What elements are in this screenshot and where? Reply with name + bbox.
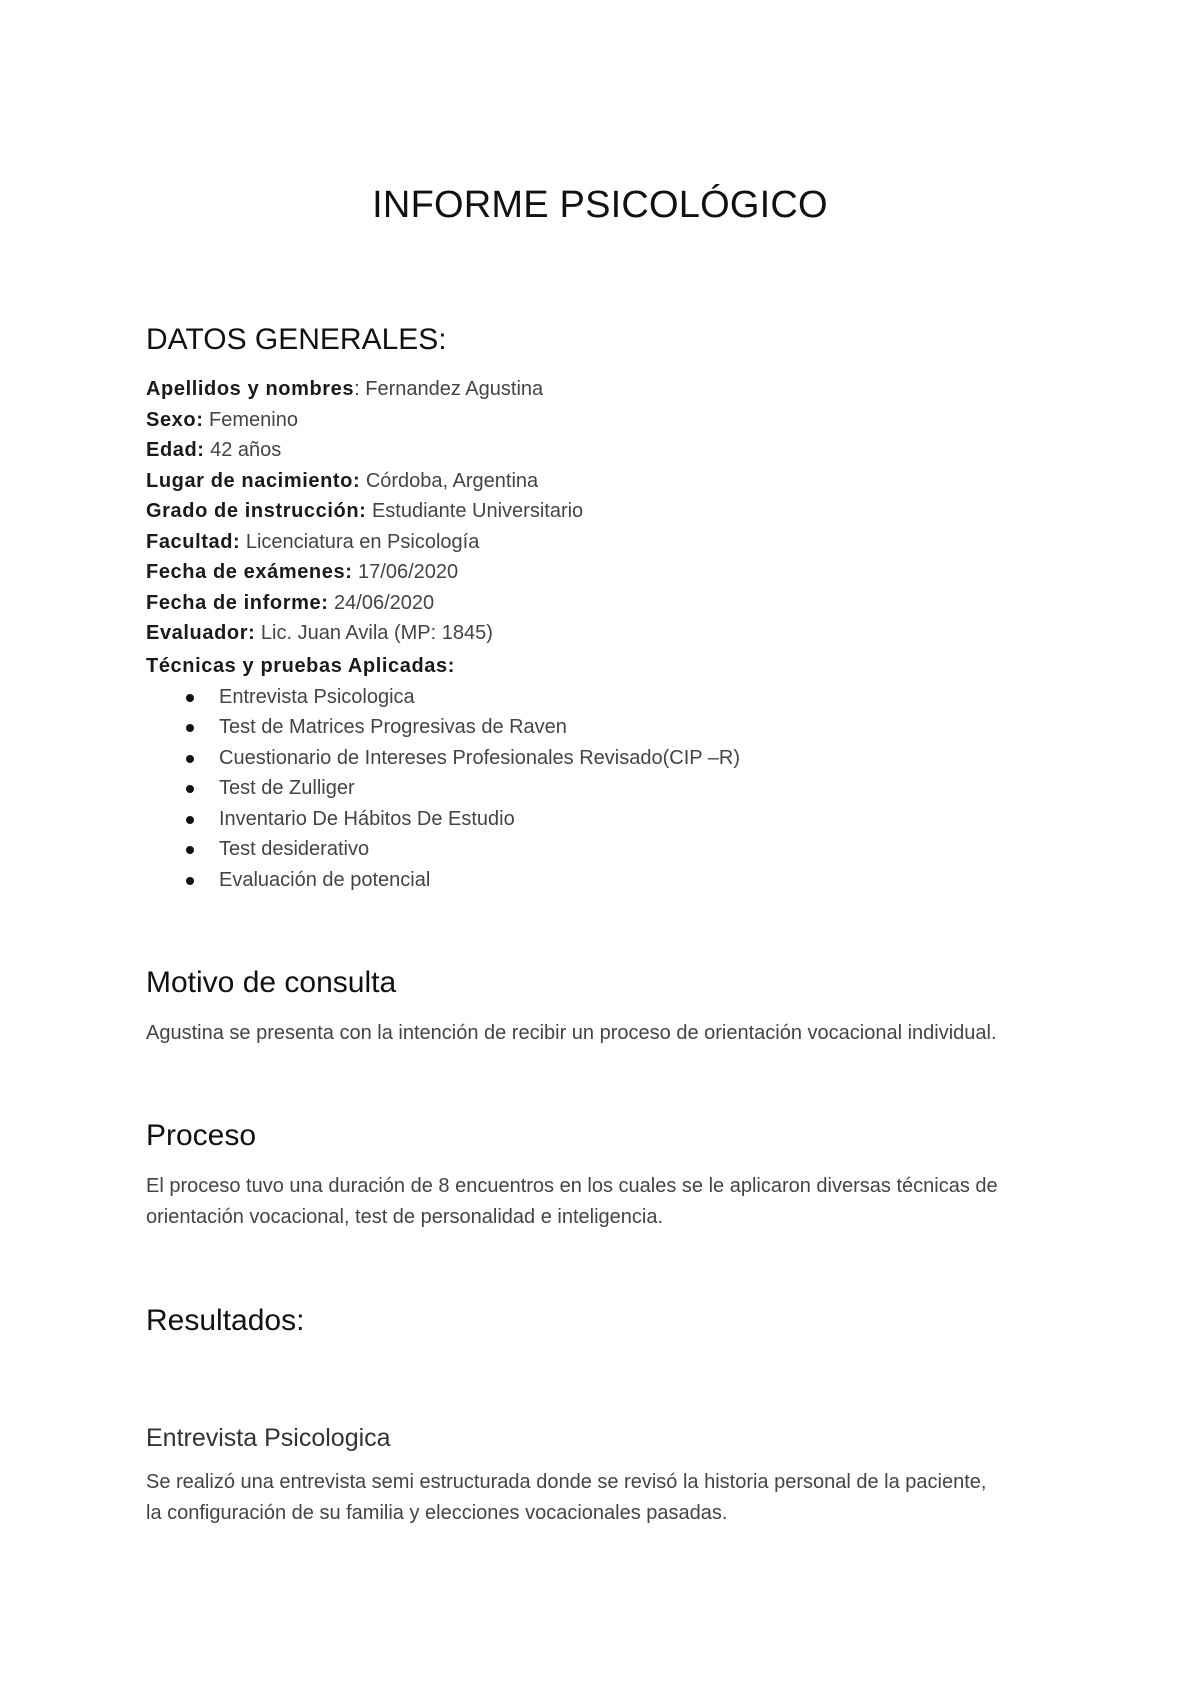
field-label: Fecha de informe:: [146, 591, 329, 614]
bullet-icon: [186, 846, 194, 854]
field-label: Evaluador:: [146, 622, 256, 644]
proceso-heading: Proceso: [146, 1119, 257, 1152]
techniques-label: Técnicas y pruebas Aplicadas:: [146, 655, 456, 677]
technique-label: Test de Zulliger: [219, 777, 355, 799]
bullet-icon: [186, 724, 194, 732]
field-label: Sexo:: [146, 408, 204, 431]
field-sexo: [146, 405, 1046, 436]
resultados-heading: Resultados:: [146, 1304, 305, 1337]
motivo-text: Agustina se presenta con la intención de recibir un proceso de orientación vocacional individual.: [146, 1022, 997, 1044]
technique-label: Test de Matrices Progresivas de Raven: [219, 716, 567, 738]
technique-label: Test desiderativo: [219, 838, 370, 860]
datos-generales-heading: DATOS GENERALES:: [146, 323, 447, 356]
motivo-heading: Motivo de consulta: [146, 966, 397, 999]
bullet-icon: [186, 694, 194, 702]
technique-label: Entrevista Psicologica: [219, 685, 415, 708]
entrevista-heading: Entrevista Psicologica: [146, 1424, 391, 1452]
field-label: Fecha de exámenes:: [146, 561, 353, 583]
list-item: [146, 865, 740, 896]
general-data-list: [146, 374, 1046, 649]
field-label: Facultad:: [146, 530, 241, 553]
field-edad: [146, 435, 1046, 466]
techniques-list: [146, 682, 740, 896]
list-item: [146, 682, 740, 713]
field-value: Estudiante Universitario: [371, 500, 584, 522]
field-value: 24/06/2020: [334, 591, 435, 614]
field-label: Lugar de nacimiento:: [146, 469, 361, 492]
field-value: 17/06/2020: [358, 561, 459, 583]
field-grado-instruccion: [146, 496, 1046, 527]
bullet-icon: [186, 785, 194, 793]
field-value: Lic. Juan Avila (MP: 1845): [260, 622, 493, 644]
field-apellidos-nombres: [146, 374, 1046, 405]
field-value: Femenino: [209, 408, 298, 431]
list-item: [146, 712, 740, 743]
list-item: [146, 743, 740, 774]
field-separator: :: [354, 378, 366, 400]
bullet-icon: [186, 755, 194, 763]
list-item: [146, 834, 740, 865]
technique-label: Inventario De Hábitos De Estudio: [219, 807, 515, 830]
bullet-icon: [186, 816, 194, 824]
field-facultad: [146, 527, 1046, 558]
field-value: 42 años: [210, 439, 282, 461]
list-item: [146, 773, 740, 804]
bullet-icon: [186, 877, 194, 885]
field-fecha-informe: [146, 588, 1046, 619]
field-label: Edad:: [146, 439, 205, 461]
field-value: Córdoba, Argentina: [365, 469, 539, 492]
list-item: [146, 804, 740, 835]
field-label: Apellidos y nombres: [146, 378, 355, 400]
field-fecha-examenes: [146, 557, 1046, 588]
technique-label: Evaluación de potencial: [219, 868, 431, 891]
document-title: INFORME PSICOLÓGICO: [372, 184, 828, 226]
field-value: Fernandez Agustina: [365, 378, 544, 400]
technique-label: Cuestionario de Intereses Profesionales Revisado(CIP –R): [219, 746, 741, 769]
field-evaluador: [146, 618, 1046, 649]
field-lugar-nacimiento: [146, 466, 1046, 497]
field-value: Licenciatura en Psicología: [245, 530, 480, 553]
proceso-text: El proceso tuvo una duración de 8 encuentros en los cuales se le aplicaron diversas técnicas de orientación vocacional, test de personalidad e inteligencia.: [146, 1175, 998, 1228]
field-label: Grado de instrucción:: [146, 500, 367, 522]
entrevista-text: Se realizó una entrevista semi estructurada donde se revisó la historia personal de la paciente, la configuración de su familia y elecciones vocacionales pasadas.: [146, 1471, 987, 1524]
